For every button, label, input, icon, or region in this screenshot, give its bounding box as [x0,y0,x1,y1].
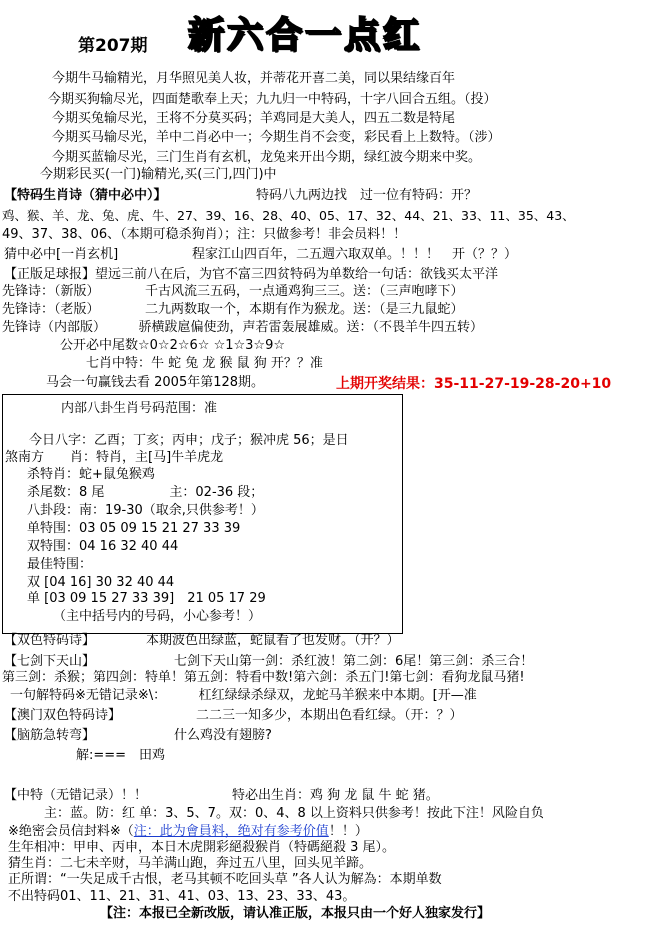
tema-poem-line-1: 鸡、猴、羊、龙、兔、虎、牛、27、39、16、28、40、05、17、32、44、21、33、11、35、43、 [2,208,575,223]
zhongte-line-5: 猜生肖：二七未辛财，马羊满山跑，奔过五八里，回头见羊蹄。 [8,856,373,871]
public-tail-numbers: 公开必中尾数☆0☆2☆6☆ ☆1☆3☆9☆ [60,338,285,353]
vip-note: 注：此为會員料，绝对有参考价值 [133,824,329,839]
shuangse-label: 【双色特码诗】 [4,633,96,648]
poem-line-1: 今期牛马输精光，月华照见美人妆，并蒂花开喜二美，同以果结缘百年 [52,71,456,86]
xianfeng-old: 先锋诗：（老版） 二九两数取一个，本期有作为猴龙。送：（是三九鼠蛇） [2,302,464,317]
aomen-text: 二二三一知多少，本期出色看红绿。（开：？） [196,708,463,723]
footer-note: 【注：本报已全新改版，请认准正版，本报只由一个好人独家发行】 [100,906,491,921]
qijian-line-2: 第三剑：杀猴；第四剑：特单！第五剑：特看中数!第六剑：杀五门!第七剑：看狗龙鼠马猪! [2,670,525,685]
guess-left: 猜中必中[一肖玄机] [4,247,119,262]
zhongte-label: 【中特（无错记录）！！ [4,788,148,803]
mahui-line: 马会一句赢钱去看 2005年第128期。 [46,375,265,390]
bagua-bazi: 今日八字：乙酉；丁亥；丙申；戊子；猴冲虎 56；是日 [29,433,349,448]
zhongte-text: 特必出生肖：鸡 狗 龙 鼠 牛 蛇 猪。 [232,788,439,803]
naojin-text: 什么鸡没有翅膀? [174,728,272,743]
bagua-sha-xiao: 杀特肖：蛇+鼠兔猴鸡 [27,467,155,482]
qijian-line-1: 七剑下天山第一剑：杀红波！第二剑：6尾！第三剑：杀三合！ [174,654,534,669]
naojin-label: 【脑筋急转弯】 [4,728,96,743]
xianfeng-inner: 先锋诗（内部版） 骄横跋扈偏使劲，声若雷轰展雄威。送：（不畏羊牛四五转） [2,320,484,335]
zhongte-line-7: 不出特码01、11、21、31、41、03、13、23、33、43。 [8,889,356,904]
bagua-sha-wei: 杀尾数：8 尾 主：02-36 段； [27,485,264,500]
issue-number: 第207期 [78,36,148,56]
newspaper-title: 新六合一点红 [188,15,423,56]
tema-poem-heading: 【特码生肖诗（猜中必中）】 [4,188,167,203]
vip-tail: ！！） [328,824,368,839]
zhongte-line-2: 主：蓝。防：红 单：3、5、7。双：0、4、8 以上资料只供参考！按此下注！风险自负 [44,806,544,821]
seven-zodiac: 七肖中特：牛 蛇 兔 龙 猴 鼠 狗 开？？准 [86,356,323,371]
zhongte-line-3 [8,824,368,840]
vip-label: ※绝密会员信封料※（ [8,824,134,839]
tema-poem-line-2: 49、37、38、06、（本期可稳杀狗肖）；注：只做参考！非会员料！！ [2,227,407,242]
guess-mid: 程家江山四百年，二五週六取双单。！！！ 开（？？） [192,247,518,262]
xianfeng-new: 先锋诗：（新版） 千古风流三五码，一点通鸡狗三三。送：（三声咆哮下） [2,284,464,299]
zhongte-line-6: 正所谓：“一失足成千古恨，老马其顿不吃回头草 ”各人认为解為：本期单数 [8,872,442,887]
bagua-dan: 单特围：03 05 09 15 21 27 33 39 [27,521,241,536]
shuangse-text: 本期波色出绿蓝，蛇鼠看了也发财。（开？） [146,633,400,648]
bagua-box [2,394,403,634]
bagua-bazi-2: 煞南方 肖：特肖，主[马]牛羊虎龙 [5,450,224,465]
poem-line-4: 今期买马输尽光，羊中二肖必中一；今期生肖不会变，彩民看上上数特。（涉） [52,130,501,145]
bagua-duan: 八卦段：南：19-30（取余,只供参考！） [27,503,264,518]
qijian-label: 【七剑下天山】 [4,654,96,669]
bagua-note: （主中括号内的号码，小心参考！） [53,609,262,624]
poem-line-5: 今期买蓝输尽光，三门生肖有玄机，龙兔来开出今期，绿红波今期来中奖。 [52,150,482,165]
zhongte-line-4: 生年相冲：甲申、丙申，本日木虎開彩絕殺猴肖（特碼絕殺 3 尾）。 [8,840,396,855]
bagua-best-dan: 单 [03 09 15 27 33 39] 21 05 17 29 [27,591,266,606]
bagua-title: 内部八卦生肖号码范围：准 [61,401,218,416]
tema-poem-right: 特码八九两边找 过一位有特码：开？ [256,188,478,203]
qijian-line-3: 一句解特码※无错记录※\： 杠红绿绿杀绿双，龙蛇马羊猴来中本期。[开—准 [10,688,477,703]
poem-line-6: 今期彩民买(一门)输精光,买(三门,四门)中 [40,167,277,182]
poem-line-2: 今期买狗输尽光，四面楚歌奉上天；九九归一中特码，十字八回合五组。（投） [48,92,497,107]
bagua-best: 最佳特围： [27,557,93,572]
poem-line-3: 今期买兔输尽光，王将不分莫买码；羊鸡同是大美人，四五二数是特尾 [52,111,456,126]
zhengban-line: 【正版足球报】望远三前八在后，为官不富三四贫特码为单数给一句话：欲钱买太平洋 [4,267,499,282]
naojin-answer: 解:=== 田鸡 [76,748,166,763]
bagua-best-shuang: 双 [04 16] 30 32 40 44 [27,575,175,590]
aomen-label: 【澳门双色特码诗】 [4,708,122,723]
bagua-shuang: 双特围：04 16 32 40 44 [27,539,179,554]
last-result: 上期开奖结果：35-11-27-19-28-20+10 [336,376,612,392]
